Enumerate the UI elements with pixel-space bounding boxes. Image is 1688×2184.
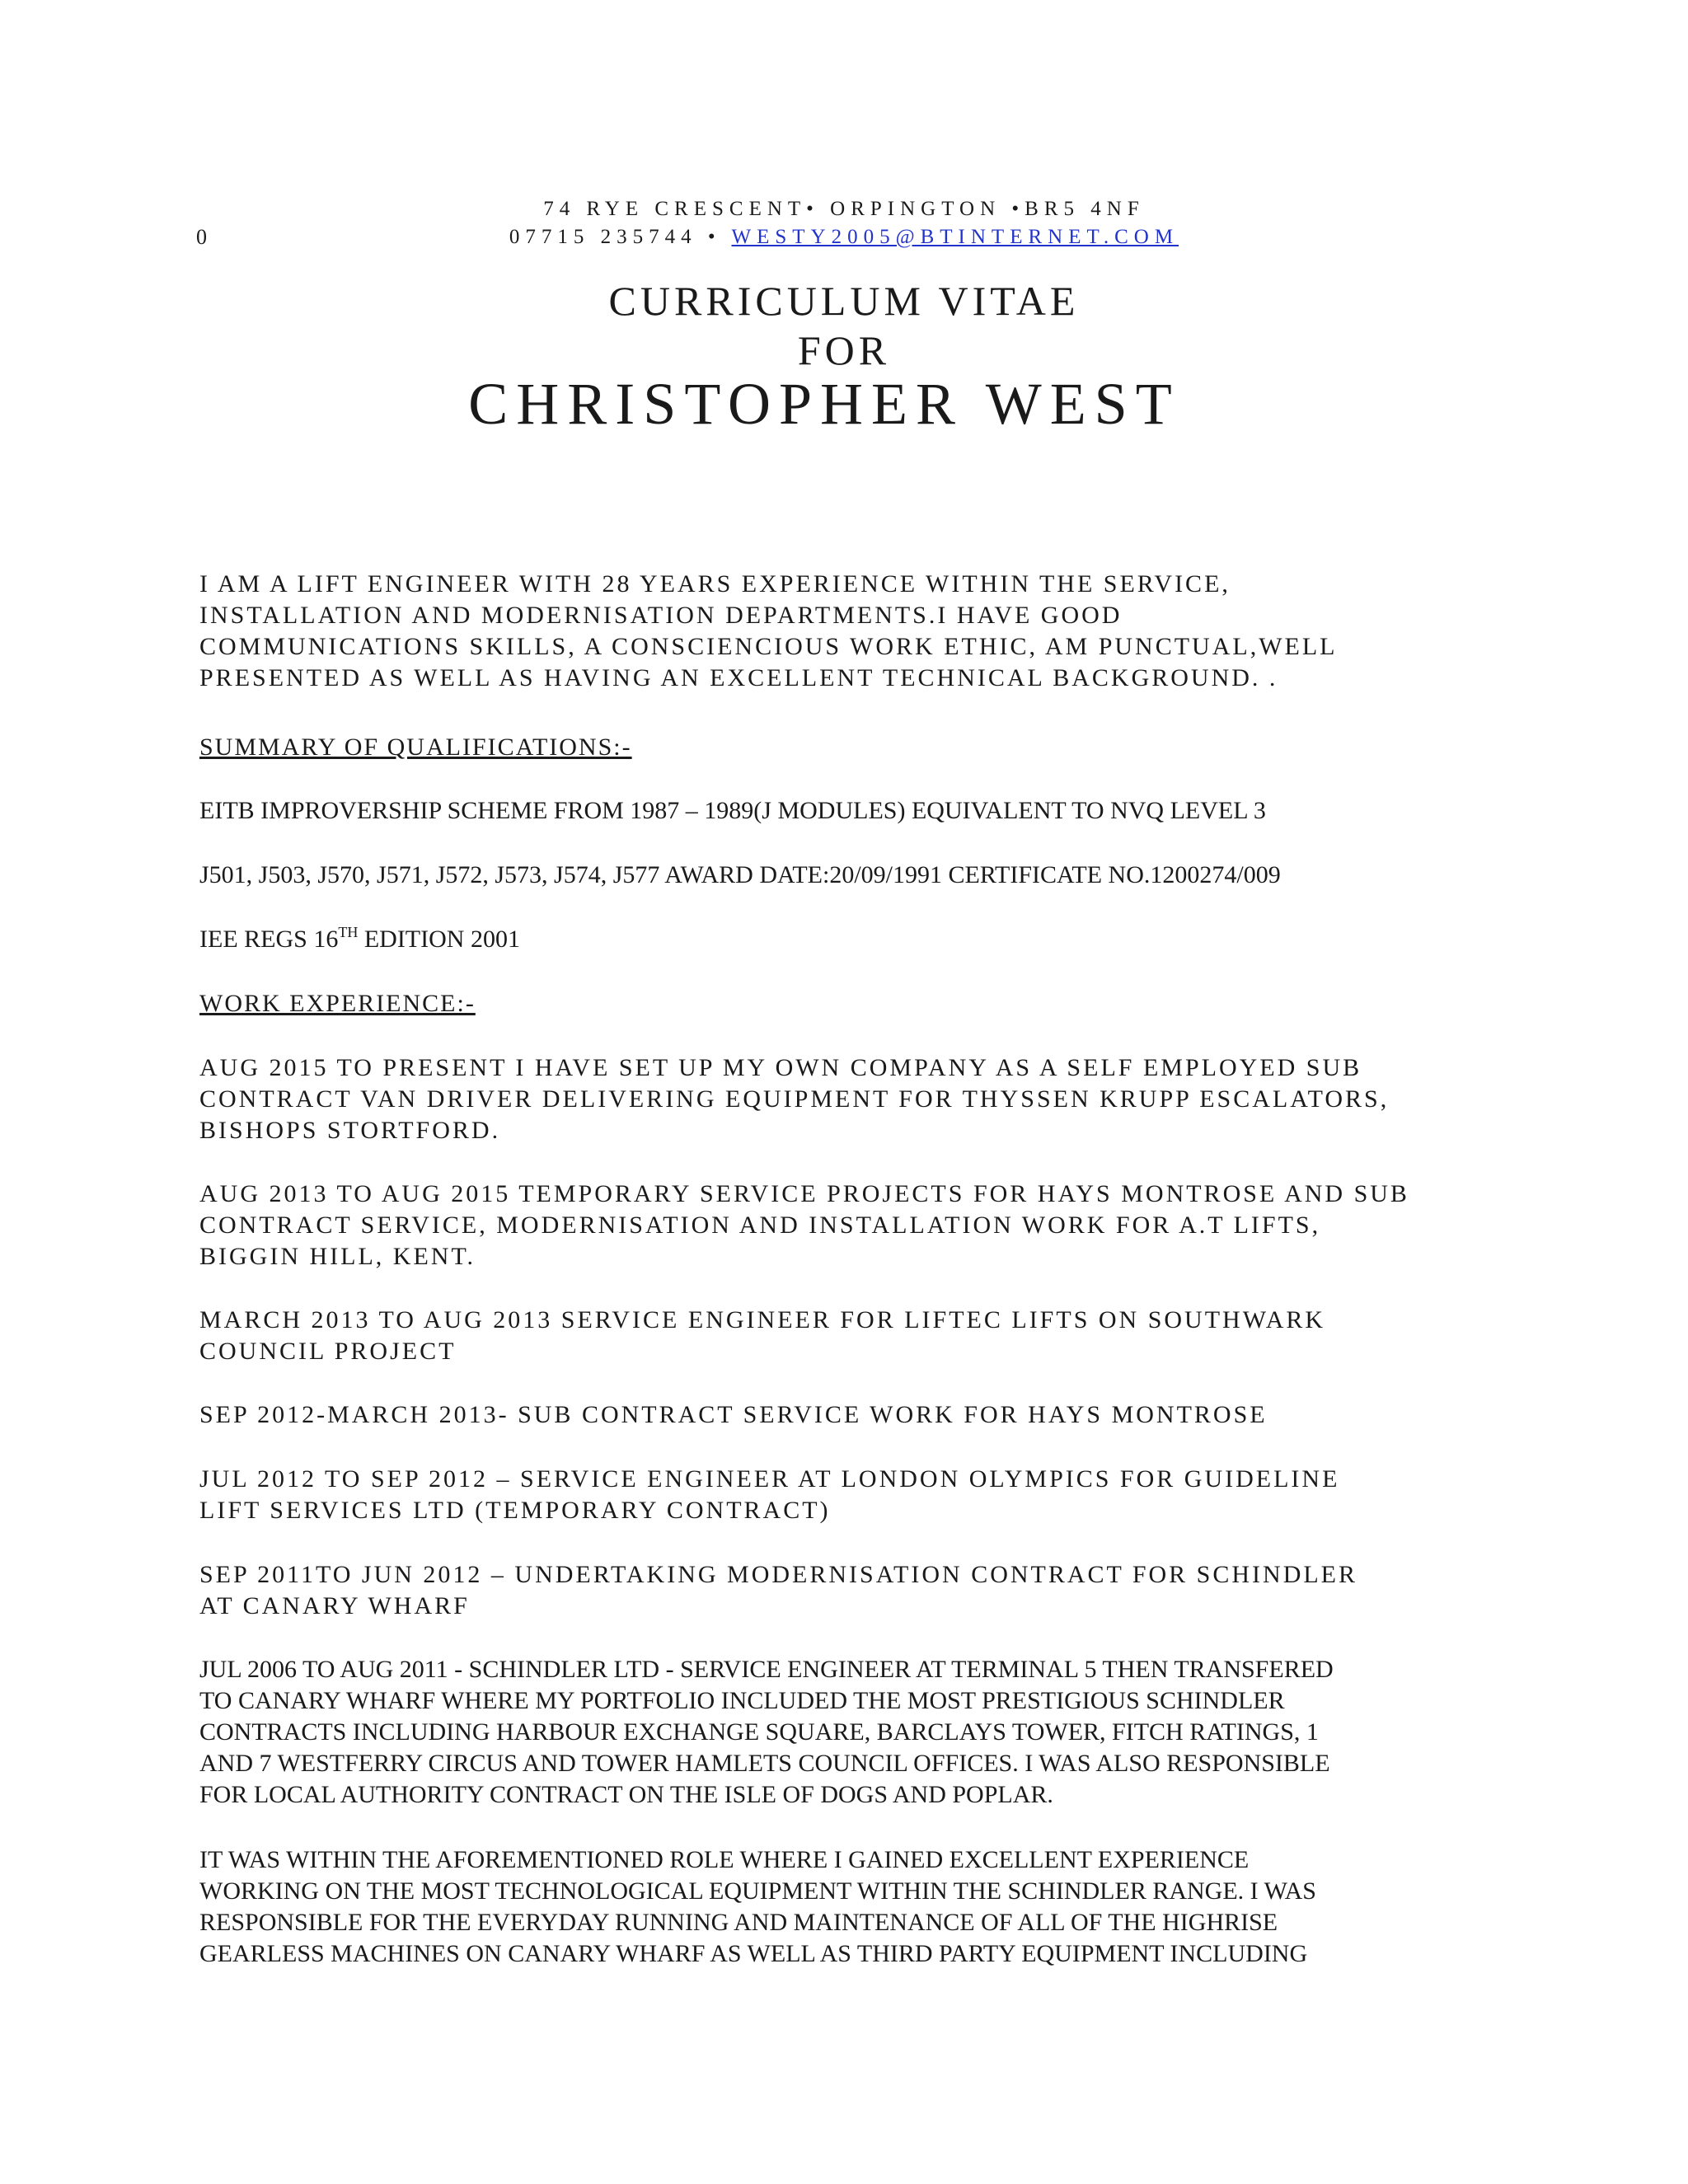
work-entry-line: FOR LOCAL AUTHORITY CONTRACT ON THE ISLE OF DOGS AND POPLAR. (199, 1781, 1053, 1808)
qualification-superscript: TH (338, 924, 359, 940)
intro-line: COMMUNICATIONS SKILLS, A CONSCIENCIOUS WORK ETHIC, AM PUNCTUAL,WELL (199, 633, 1338, 660)
cv-title-line1: CURRICULUM VITAE (608, 278, 1080, 324)
qualification-item (199, 924, 1493, 955)
intro-paragraph (199, 569, 1493, 694)
work-entry-line: JUL 2006 TO AUG 2011 - SCHINDLER LTD - SERVICE ENGINEER AT TERMINAL 5 THEN TRANSFERED (199, 1656, 1334, 1683)
work-entry-line: AUG 2013 TO AUG 2015 TEMPORARY SERVICE PROJECTS FOR HAYS MONTROSE AND SUB (199, 1180, 1409, 1207)
qualification-text: EDITION 2001 (358, 926, 520, 953)
work-entry-line: MARCH 2013 TO AUG 2013 SERVICE ENGINEER FOR LIFTEC LIFTS ON SOUTHWARK (199, 1306, 1326, 1333)
margin-marker: 0 (196, 225, 207, 249)
work-entry-line: JUL 2012 TO SEP 2012 – SERVICE ENGINEER AT LONDON OLYMPICS FOR GUIDELINE (199, 1465, 1340, 1493)
work-entry (199, 1399, 1493, 1431)
email-link[interactable]: WESTY2005@BTINTERNET.COM (731, 226, 1179, 248)
intro-line: I AM A LIFT ENGINEER WITH 28 YEARS EXPERIENCE WITHIN THE SERVICE, (199, 570, 1231, 598)
work-entry-line: AUG 2015 TO PRESENT I HAVE SET UP MY OWN COMPANY AS A SELF EMPLOYED SUB (199, 1054, 1362, 1081)
phone-number: 07715 235744 • (509, 226, 721, 248)
work-entry (199, 1052, 1493, 1146)
qualification-text: IEE REGS 16 (199, 926, 339, 953)
work-entry-line: COUNCIL PROJECT (199, 1338, 457, 1365)
intro-line: INSTALLATION AND MODERNISATION DEPARTMENTS.I HAVE GOOD (199, 602, 1123, 629)
work-entry-line: AT CANARY WHARF (199, 1592, 470, 1619)
cv-title-line2: FOR (797, 327, 891, 373)
candidate-name: CHRISTOPHER WEST (468, 371, 1180, 437)
qualification-item: EITB IMPROVERSHIP SCHEME FROM 1987 – 1989(J MODULES) EQUIVALENT TO NVQ LEVEL 3 (199, 797, 1266, 824)
qualification-item: J501, J503, J570, J571, J572, J573, J574, J577 AWARD DATE:20/09/1991 CERTIFICATE NO.1200274/009 (199, 861, 1281, 888)
work-entry-line: IT WAS WITHIN THE AFOREMENTIONED ROLE WHERE I GAINED EXCELLENT EXPERIENCE (199, 1846, 1250, 1873)
work-entry-line: LIFT SERVICES LTD (TEMPORARY CONTRACT) (199, 1497, 831, 1524)
address-line: 74 RYE CRESCENT• ORPINGTON •BR5 4NF (543, 198, 1145, 220)
qualifications-heading: SUMMARY OF QUALIFICATIONS:- (199, 733, 632, 761)
work-entry-line: WORKING ON THE MOST TECHNOLOGICAL EQUIPMENT WITHIN THE SCHINDLER RANGE. I WAS (199, 1877, 1316, 1905)
work-entry-closing (199, 1844, 1493, 1970)
work-entry-line: CONTRACT VAN DRIVER DELIVERING EQUIPMENT FOR THYSSEN KRUPP ESCALATORS, (199, 1085, 1390, 1113)
work-entry-line: TO CANARY WHARF WHERE MY PORTFOLIO INCLUDED THE MOST PRESTIGIOUS SCHINDLER (199, 1687, 1285, 1714)
work-entry-long (199, 1654, 1493, 1811)
work-entry (199, 1464, 1493, 1526)
intro-line: PRESENTED AS WELL AS HAVING AN EXCELLENT TECHNICAL BACKGROUND. . (199, 664, 1278, 691)
work-entry-line: RESPONSIBLE FOR THE EVERYDAY RUNNING AND MAINTENANCE OF ALL OF THE HIGHRISE (199, 1909, 1278, 1936)
contact-line (0, 224, 1688, 251)
work-entry-line: SEP 2012-MARCH 2013- SUB CONTRACT SERVICE WORK FOR HAYS MONTROSE (199, 1401, 1268, 1428)
work-entry-line: CONTRACTS INCLUDING HARBOUR EXCHANGE SQUARE, BARCLAYS TOWER, FITCH RATINGS, 1 (199, 1718, 1319, 1746)
work-entry (199, 1559, 1493, 1622)
work-entry-line: BIGGIN HILL, KENT. (199, 1243, 476, 1270)
work-entry-line: AND 7 WESTFERRY CIRCUS AND TOWER HAMLETS COUNCIL OFFICES. I WAS ALSO RESPONSIBLE (199, 1750, 1330, 1777)
work-entry-line: CONTRACT SERVICE, MODERNISATION AND INSTALLATION WORK FOR A.T LIFTS, (199, 1212, 1321, 1239)
work-entry-line: GEARLESS MACHINES ON CANARY WHARF AS WELL AS THIRD PARTY EQUIPMENT INCLUDING (199, 1940, 1308, 1967)
work-experience-heading: WORK EXPERIENCE:- (199, 990, 476, 1017)
work-entry (199, 1305, 1493, 1367)
work-entry-line: BISHOPS STORTFORD. (199, 1117, 501, 1144)
work-entry-line: SEP 2011TO JUN 2012 – UNDERTAKING MODERNISATION CONTRACT FOR SCHINDLER (199, 1561, 1358, 1588)
work-entry (199, 1179, 1493, 1272)
